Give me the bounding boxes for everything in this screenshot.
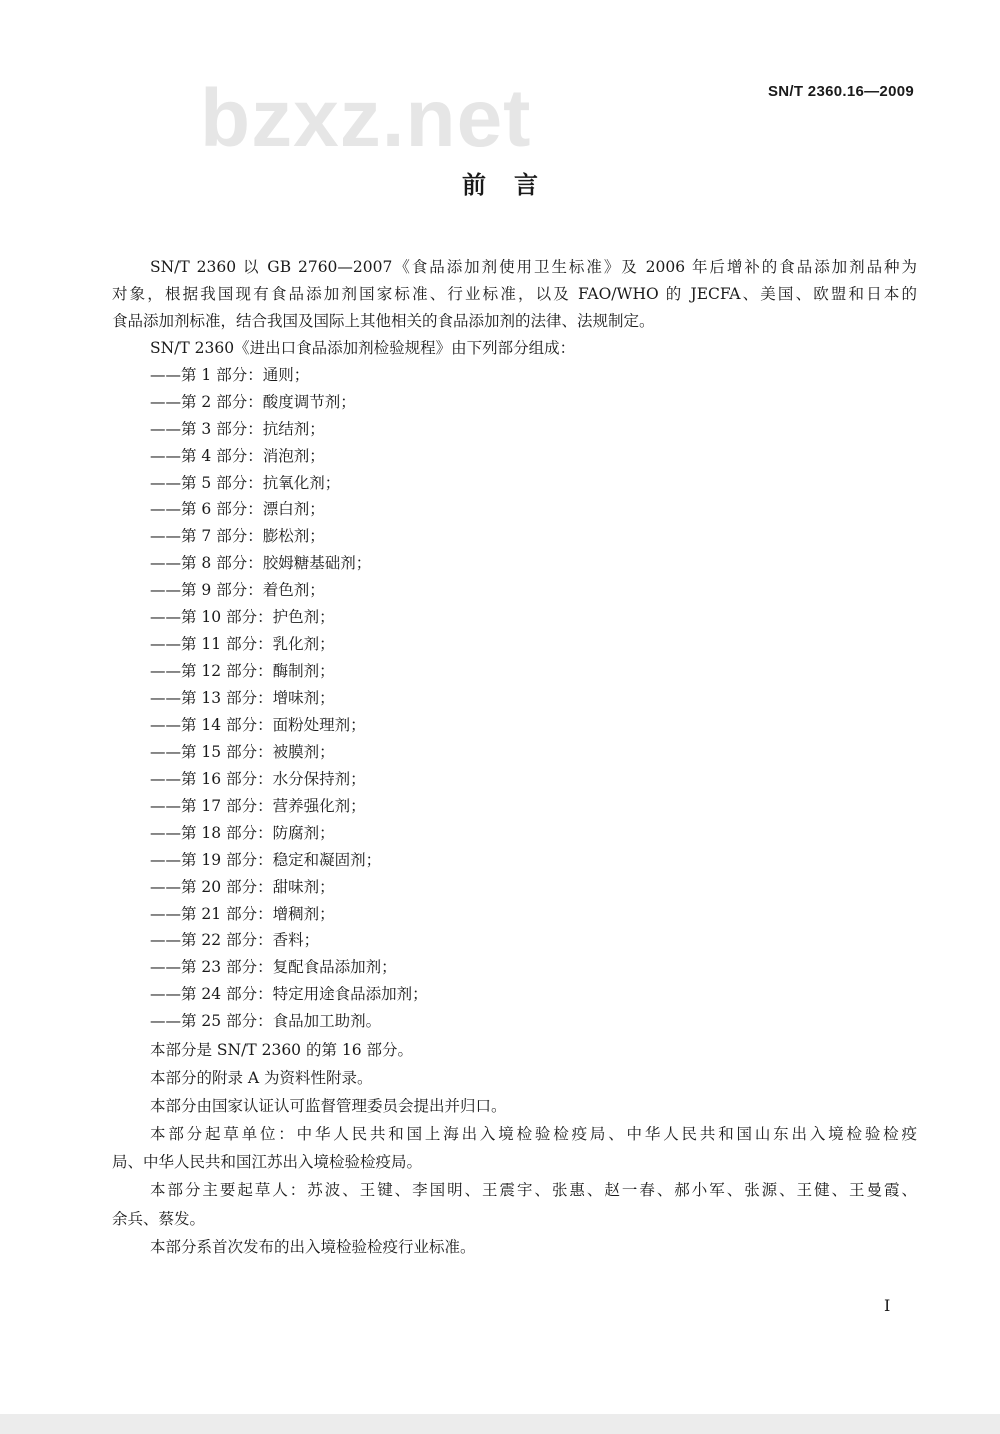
part-list-item: ——第 17 部分：营养强化剂； bbox=[150, 796, 366, 815]
part-list-item: ——第 20 部分：甜味剂； bbox=[150, 877, 335, 896]
part-list-item: ——第 25 部分：食品加工助剂。 bbox=[150, 1012, 382, 1031]
part-list-item: ——第 1 部分：通则； bbox=[150, 365, 310, 384]
part-list-item: ——第 21 部分：增稠剂； bbox=[150, 904, 335, 923]
foreword-tail bbox=[112, 1036, 917, 1261]
intro-line: 食品添加剂标准，结合我国及国际上其他相关的食品添加剂的法律、法规制定。 bbox=[112, 311, 655, 330]
tail-line: 本部分主要起草人：苏波、王键、李国明、王震宇、张惠、赵一春、郝小军、张源、王健、王曼霞、 bbox=[150, 1181, 917, 1200]
part-list-item: ——第 18 部分：防腐剂； bbox=[150, 823, 335, 842]
tail-line: 局、中华人民共和国江苏出入境检验检疫局。 bbox=[112, 1153, 423, 1172]
part-list-item: ——第 9 部分：着色剂； bbox=[150, 581, 325, 600]
part-list-item: ——第 16 部分：水分保持剂； bbox=[150, 769, 366, 788]
part-list-item: ——第 14 部分：面粉处理剂； bbox=[150, 715, 366, 734]
viewer-bottom-bar bbox=[0, 1414, 1000, 1434]
part-list-item: ——第 10 部分：护色剂； bbox=[150, 608, 335, 627]
part-list-item: ——第 8 部分：胶姆糖基础剂； bbox=[150, 554, 372, 573]
page-title: 前言 bbox=[462, 171, 566, 199]
part-list-item: ——第 23 部分：复配食品添加剂； bbox=[150, 958, 397, 977]
part-list-item: ——第 6 部分：漂白剂； bbox=[150, 500, 325, 519]
part-list-item: ——第 3 部分：抗结剂； bbox=[150, 419, 325, 438]
tail-line: 本部分系首次发布的出入境检验检疫行业标准。 bbox=[150, 1237, 476, 1256]
part-list-item: ——第 7 部分：膨松剂； bbox=[150, 527, 325, 546]
page-number: I bbox=[884, 1296, 891, 1315]
tail-line: 余兵、蔡发。 bbox=[112, 1209, 206, 1228]
intro-line: 对象，根据我国现有食品添加剂国家标准、行业标准，以及 FAO/WHO 的 JECFA、美国、欧盟和日本的 bbox=[112, 284, 917, 303]
tail-line: 本部分起草单位：中华人民共和国上海出入境检验检疫局、中华人民共和国山东出入境检验检疫 bbox=[150, 1125, 917, 1144]
tail-line: 本部分是 SN/T 2360 的第 16 部分。 bbox=[150, 1041, 414, 1059]
foreword-body bbox=[112, 254, 917, 1035]
intro-line: SN/T 2360《进出口食品添加剂检验规程》由下列部分组成： bbox=[150, 338, 576, 357]
part-list-item: ——第 22 部分：香料； bbox=[150, 931, 320, 950]
tail-line: 本部分的附录 A 为资料性附录。 bbox=[150, 1069, 373, 1088]
parts-list bbox=[112, 362, 917, 1035]
part-list-item: ——第 4 部分：消泡剂； bbox=[150, 446, 325, 465]
intro-line: SN/T 2360 以 GB 2760—2007《食品添加剂使用卫生标准》及 2006 年后增补的食品添加剂品种为 bbox=[150, 258, 917, 276]
part-list-item: ——第 5 部分：抗氧化剂； bbox=[150, 473, 341, 492]
part-list-item: ——第 11 部分：乳化剂； bbox=[150, 635, 335, 654]
part-list-item: ——第 12 部分：酶制剂； bbox=[150, 662, 335, 681]
watermark: bzxz.net bbox=[200, 73, 532, 164]
part-list-item: ——第 2 部分：酸度调节剂； bbox=[150, 392, 356, 411]
part-list-item: ——第 19 部分：稳定和凝固剂； bbox=[150, 850, 382, 869]
part-list-item: ——第 24 部分：特定用途食品添加剂； bbox=[150, 985, 428, 1004]
part-list-item: ——第 15 部分：被膜剂； bbox=[150, 742, 335, 761]
tail-line: 本部分由国家认证认可监督管理委员会提出并归口。 bbox=[150, 1097, 507, 1116]
part-list-item: ——第 13 部分：增味剂； bbox=[150, 689, 335, 707]
document-number: SN/T 2360.16—2009 bbox=[767, 83, 914, 100]
